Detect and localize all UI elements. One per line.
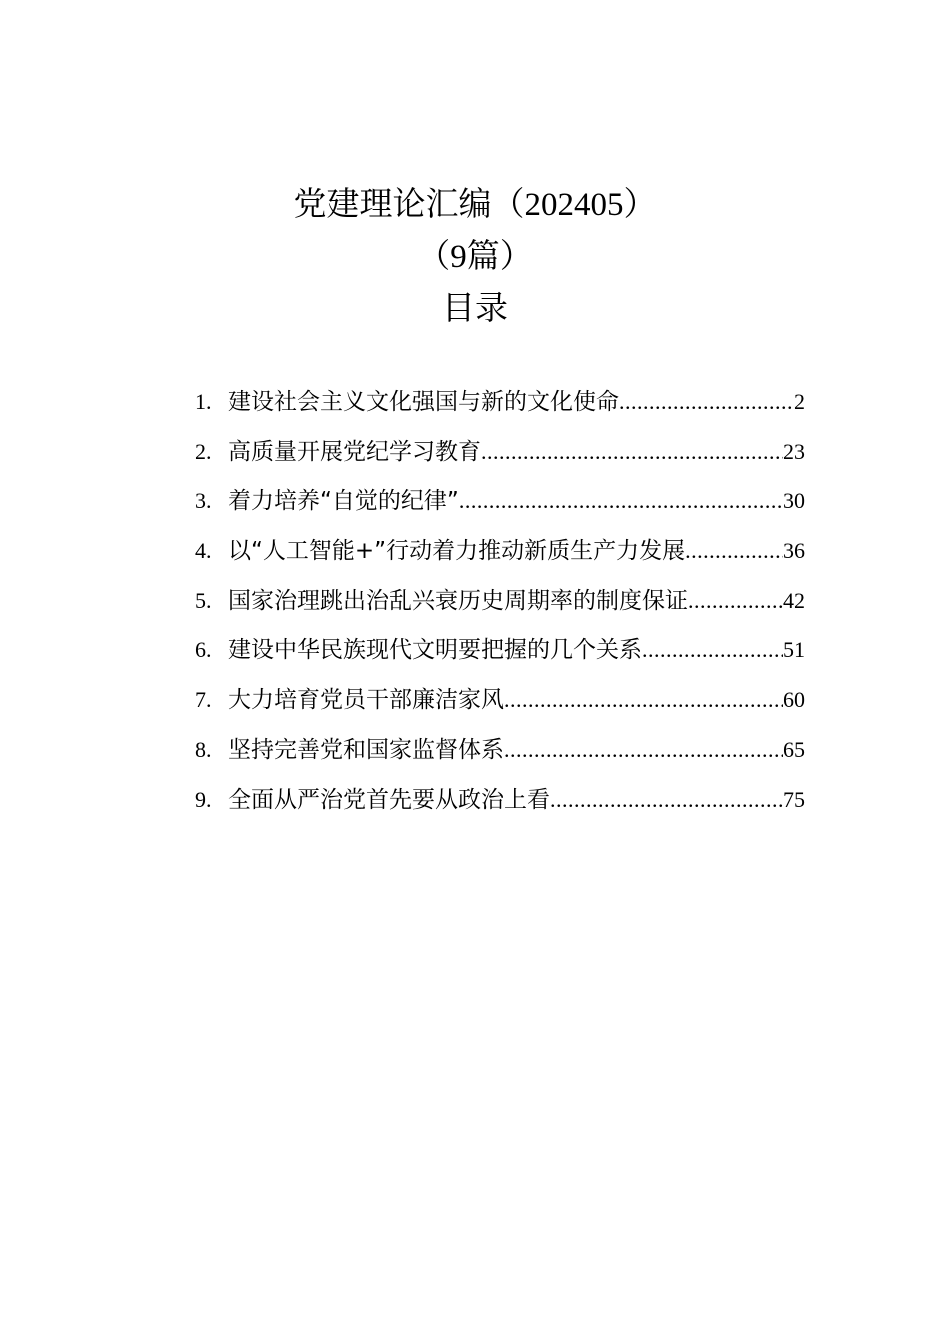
- toc-item[interactable]: [195, 526, 805, 576]
- toc-item-number: 7.: [195, 687, 212, 713]
- toc-item-title: 全面从严治党首先要从政治上看: [228, 786, 550, 813]
- toc-item[interactable]: [195, 725, 805, 775]
- toc-item-leader: [504, 725, 783, 775]
- toc-item-number: 5.: [195, 587, 212, 613]
- toc-item-leader: [685, 526, 783, 576]
- title-count-open: （: [417, 236, 451, 275]
- title-count-number: 9: [450, 239, 467, 275]
- toc-item[interactable]: [195, 377, 805, 427]
- toc-item-title: 高质量开展党纪学习教育: [228, 438, 481, 465]
- toc-item-leader: [642, 625, 783, 675]
- toc-item-title: 坚持完善党和国家监督体系: [228, 736, 504, 763]
- toc-item-leader: [504, 675, 783, 725]
- toc-item-number: 3.: [195, 488, 212, 514]
- toc-item-leader: [619, 377, 794, 427]
- toc-item-number: 8.: [195, 736, 212, 762]
- toc-item-leader: [459, 476, 783, 526]
- title-count: [0, 230, 950, 282]
- title-main-number: 202405: [524, 187, 624, 223]
- toc-item-leader: [688, 576, 783, 626]
- toc-item[interactable]: [195, 625, 805, 675]
- title-count-text: 篇）: [466, 236, 533, 275]
- toc-item-page: 30: [783, 488, 805, 514]
- title-contents: 目录: [442, 288, 508, 327]
- toc-item-page: 2: [794, 389, 805, 414]
- toc-item-page: 36: [783, 538, 805, 564]
- toc-item-page: 51: [783, 637, 805, 663]
- toc-item[interactable]: [195, 476, 805, 526]
- toc-item-number: 9.: [195, 786, 212, 812]
- toc-item-page: 75: [783, 786, 805, 812]
- toc-item-title: 建设社会主义文化强国与新的文化使命: [228, 389, 619, 415]
- document-title: [0, 178, 950, 334]
- title-main: [0, 178, 950, 230]
- toc-item-title: 以“人工智能+”行动着力推动新质生产力发展: [228, 538, 686, 565]
- toc-item[interactable]: [195, 675, 805, 725]
- toc-item-title: 着力培养“自觉的纪律”: [228, 488, 459, 515]
- title-main-close: ）: [623, 184, 657, 223]
- toc-item[interactable]: [195, 576, 805, 626]
- title-main-text: 党建理论汇编（: [293, 184, 525, 223]
- toc-item-page: 60: [783, 687, 805, 713]
- toc-item[interactable]: [195, 775, 805, 825]
- toc-item-leader: [550, 775, 783, 825]
- toc-item-number: 2.: [195, 438, 212, 464]
- toc-item-number: 4.: [195, 538, 212, 564]
- toc-item-title: 大力培育党员干部廉洁家风: [228, 687, 504, 714]
- toc-item-title: 国家治理跳出治乱兴衰历史周期率的制度保证: [228, 587, 688, 614]
- toc-item-leader: [481, 427, 783, 477]
- toc-item-number: 6.: [195, 637, 212, 663]
- toc-item-page: 42: [783, 587, 805, 613]
- toc-item-number: 1.: [195, 389, 212, 414]
- toc-item[interactable]: [195, 427, 805, 477]
- toc-item-page: 23: [783, 438, 805, 464]
- toc-item-page: 65: [783, 736, 805, 762]
- toc-item-title: 建设中华民族现代文明要把握的几个关系: [228, 637, 642, 664]
- table-of-contents: [195, 377, 805, 824]
